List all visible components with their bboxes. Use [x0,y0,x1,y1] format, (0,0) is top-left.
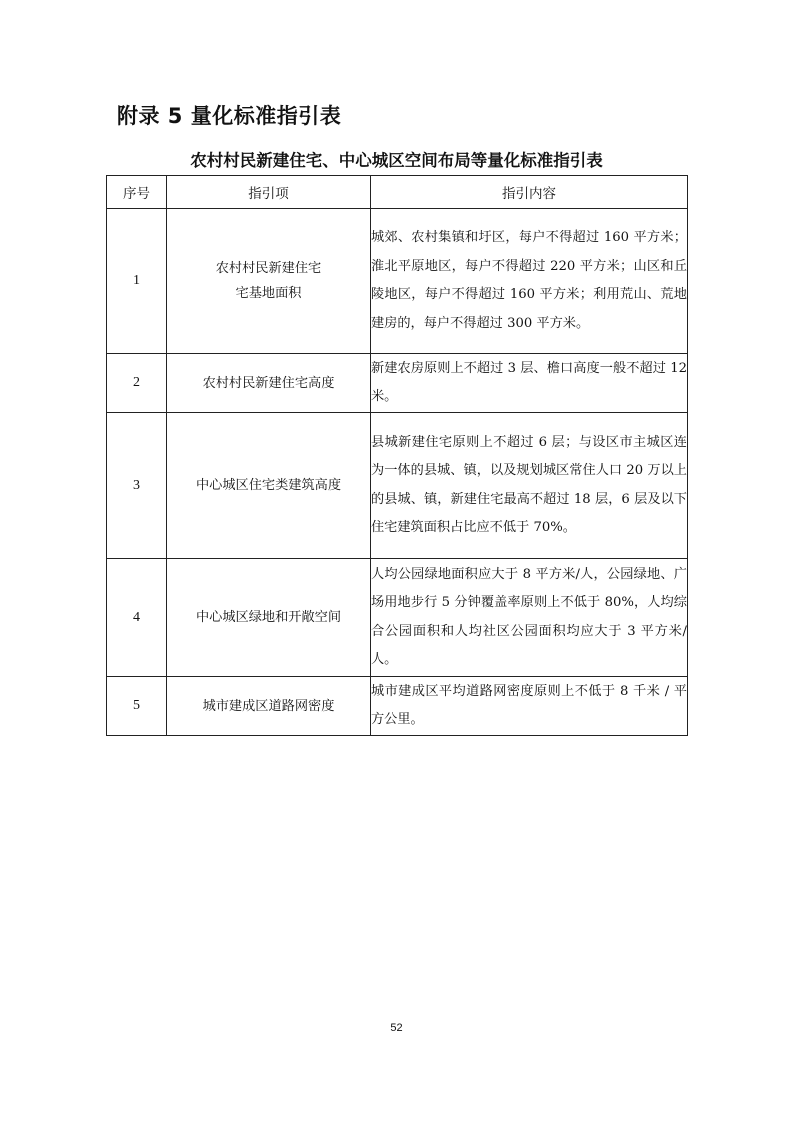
guideline-content: 城郊、农村集镇和圩区，每户不得超过 160 平方米；淮北平原地区，每户不得超过 220 平方米；山区和丘陵地区，每户不得超过 160 平方米；利用荒山、荒地建房的，每户不得超过 300 平方米。 [371,209,688,354]
guideline-content: 县城新建住宅原则上不超过 6 层；与设区市主城区连为一体的县城、镇，以及规划城区常住人口 20 万以上的县城、镇，新建住宅最高不超过 18 层，6 层及以下住宅建筑面积占比应不低于 70%。 [371,413,688,559]
guideline-item-line: 中心城区住宅类建筑高度 [195,478,342,493]
guideline-item [167,209,371,354]
guideline-item-line: 农村村民新建住宅高度 [202,375,335,391]
guideline-item [167,413,371,559]
header-guideline-item: 指引项 [167,176,371,209]
header-serial-number: 序号 [107,176,167,209]
table-row [107,354,688,413]
guideline-item-line: 宅基地面积 [235,286,302,301]
guideline-table [106,175,688,736]
row-number: 4 [107,559,167,677]
row-number: 2 [107,354,167,413]
guideline-content: 城市建成区平均道路网密度原则上不低于 8 千米 / 平方公里。 [371,677,688,736]
row-number: 3 [107,413,167,559]
guideline-item [167,559,371,677]
row-number: 1 [107,209,167,354]
table-row [107,559,688,677]
appendix-heading: 附录 5 量化标准指引表 [117,104,342,128]
guideline-content: 新建农房原则上不超过 3 层、檐口高度一般不超过 12 米。 [371,354,688,413]
guideline-item-line: 城市建成区道路网密度 [202,698,335,714]
guideline-content: 人均公园绿地面积应大于 8 平方米/人，公园绿地、广场用地步行 5 分钟覆盖率原则上不低于 80%，人均综合公园面积和人均社区公园面积均应大于 3 平方米/人。 [371,559,688,677]
header-guideline-content: 指引内容 [371,176,688,209]
guideline-item [167,354,371,413]
table-caption: 农村村民新建住宅、中心城区空间布局等量化标准指引表 [190,151,603,170]
page-number: 52 [390,1022,403,1034]
guideline-item [167,677,371,736]
guideline-item-line: 农村村民新建住宅 [215,261,322,276]
guideline-item-line: 中心城区绿地和开敞空间 [195,610,342,625]
table-row [107,413,688,559]
table-row [107,209,688,354]
table-row [107,677,688,736]
row-number: 5 [107,677,167,736]
table-header-row [107,176,688,209]
